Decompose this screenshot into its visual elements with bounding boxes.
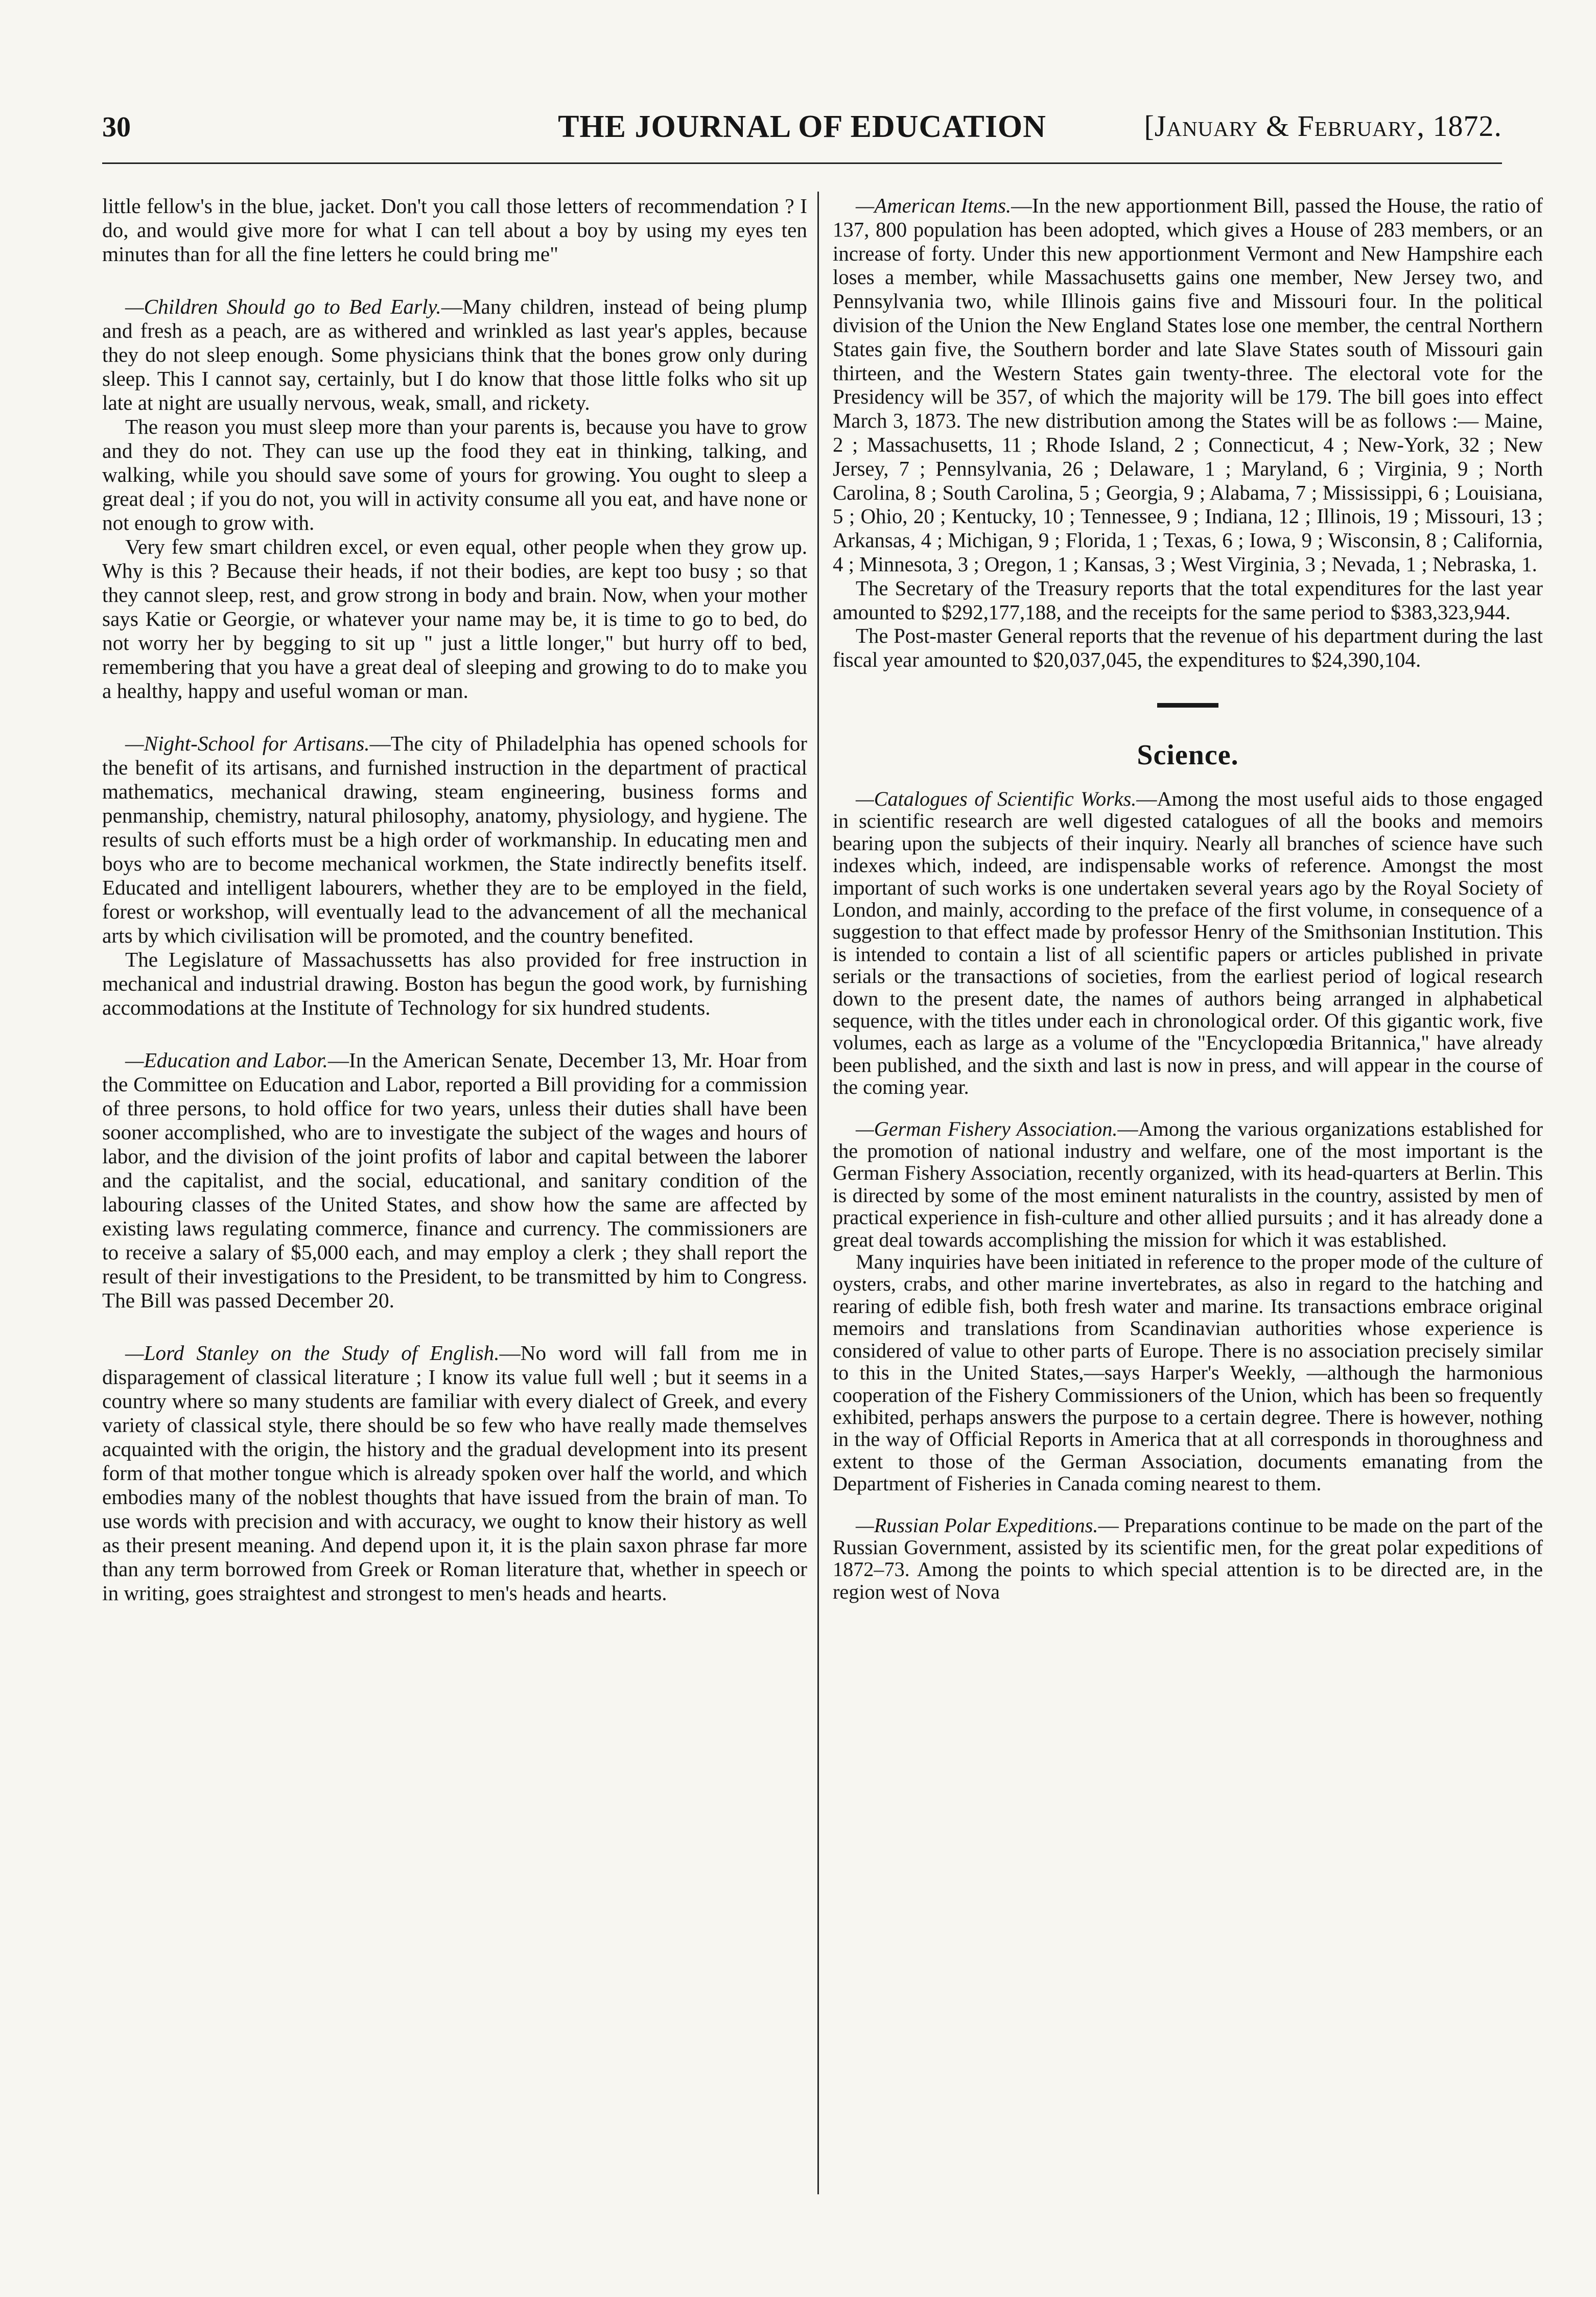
article-text: —The city of Philadelphia has opened schools for the benefit of its artisans, and furnished instruction in the department of practical mathematics, mechanical drawing, steam engineering, business forms and penmanship, chemistry, natural philosophy, anatomy, physiology, and hygiene. The results of such efforts must be a high order of workmanship. In educating men and boys who are to become mechanical workmen, the State indirectly benefits itself. Educated and intelligent labourers, whether they are to be employed in the field, forest or workshop, will eventually lead to the advancement of all the mechanical arts by which civilisation will be promoted, and the country benefited. bbox=[102, 732, 807, 947]
article-paragraph: The reason you must sleep more than your parents is, because you have to grow and they do not. They can use up the food they eat in thinking, talking, and walking, while you should save some of yours for growing. You ought to sleep a great deal ; if you do not, you will in activity consume all you eat, and have none or not enough to grow with. bbox=[102, 415, 807, 534]
article-heading: —Catalogues of Scientific Works. bbox=[856, 787, 1137, 810]
article-paragraph: The Legislature of Massachussetts has also provided for free instruction in mechanical and industrial drawing. Boston has begun the good work, by furnishing accommodations at the Institute of Technology for six hundred students. bbox=[102, 948, 807, 1019]
article-text: —Among the various organizations established for the promotion of national industry and welfare, one of the most important is the German Fishery Association, recently organized, with its head-quarters at Berlin. This is directed by some of the most eminent naturalists in the country, assisted by men of practical experience in fish-culture and other allied pursuits ; and it has already done a great deal towards accomplishing the mission for which it was established. bbox=[833, 1117, 1543, 1251]
column-divider bbox=[817, 192, 819, 2194]
article-paragraph: Very few smart children excel, or even equal, other people when they grow up. Why is this ? Because their heads, if not their bodies, are kept too busy ; so that they cannot sleep, rest, and grow strong in body and brain. Now, when your mother says Katie or Georgie, or whatever your name may be, it is time to go to bed, do not worry her by begging to sit up " just a little longer," but hurry off to bed, remembering that you have a great deal of sleeping and growing to do to make you a healthy, happy and useful woman or man. bbox=[102, 535, 807, 702]
article-paragraph: Many inquiries have been initiated in reference to the proper mode of the culture of oysters, crabs, and other marine invertebrates, as also in regard to the hatching and rearing of edible fish, both fresh water and marine. Its transactions embrace original memoirs and translations from Scandinavian authorities whose experience is considered of value to other parts of Europe. There is no association precisely similar to this in the United States,—says Harper's Weekly, —although the harmonious cooperation of the Fishery Commissioners of the Union, which has been so frequently exhibited, perhaps answers the purpose to a certain degree. There is however, nothing in the way of Official Reports in America that at all corresponds in thoroughness and extent to those of the German Association, documents emanating from the Department of Fisheries in Canada coming nearest to them. bbox=[833, 1250, 1543, 1495]
article-paragraph bbox=[833, 1118, 1543, 1251]
article-paragraph bbox=[833, 194, 1543, 577]
article-paragraph bbox=[102, 1048, 807, 1312]
issue-date: [January & February, 1872. bbox=[1144, 109, 1502, 143]
article-lord-stanley bbox=[102, 1341, 807, 1605]
article-paragraph bbox=[102, 1341, 807, 1605]
journal-title: THE JOURNAL OF EDUCATION bbox=[558, 109, 1046, 144]
article-night-school bbox=[102, 732, 807, 1020]
left-column bbox=[102, 194, 807, 2176]
header-rule bbox=[102, 162, 1502, 164]
article-paragraph bbox=[102, 732, 807, 948]
article-heading: —Education and Labor. bbox=[125, 1048, 328, 1072]
article-fishery bbox=[833, 1118, 1543, 1495]
article-text: —In the American Senate, December 13, Mr. Hoar from the Committee on Education and Labor, reported a Bill providing for a commission of three persons, to hold office for two years, unless their duties shall have been sooner accomplished, who are to investigate the subject of the wages and hours of labor, and the division of the joint profits of labor and capital between the laborer and the capitalist, and the social, educational, and sanitary condition of the labouring classes of the United States, and show how the same are affected by existing laws regulating commerce, finance and currency. The commissioners are to receive a salary of $5,000 each, and may employ a clerk ; they shall report the result of their investigations to the President, to be transmitted by him to Congress. The Bill was passed December 20. bbox=[102, 1048, 807, 1312]
section-heading-science: Science. bbox=[1137, 739, 1239, 771]
article-paragraph bbox=[833, 1514, 1543, 1603]
article-paragraph bbox=[833, 788, 1543, 1098]
science-section bbox=[833, 788, 1543, 1603]
article-paragraph bbox=[102, 295, 807, 415]
continued-paragraph: little fellow's in the blue, jacket. Don't you call those letters of recommendation ? I do, and would give more for what I can tell about a boy by using my eyes ten minutes than for all the fine letters he could bring me" bbox=[102, 194, 807, 266]
right-column bbox=[833, 194, 1543, 2176]
article-catalogues bbox=[833, 788, 1543, 1098]
article-paragraph: The Secretary of the Treasury reports that the total expenditures for the last year amounted to $292,177,188, and the receipts for the same period to $383,323,944. bbox=[833, 576, 1543, 624]
article-russian-polar bbox=[833, 1514, 1543, 1603]
article-text: —No word will fall from me in disparagement of classical literature ; I know its value full well ; but it seems in a country where so many students are familiar with every dialect of Greek, and every variety of classical style, there should be so few who have really made themselves acquainted with the origin, the history and the gradual development into its present form of that mother tongue which is already spoken over half the world, and which embodies many of the noblest thoughts that have issued from the brain of man. To use words with precision and with accuracy, we ought to know their history as well as their present meaning. And depend upon it, it is the plain saxon phrase far more than any term borrowed from Greek or Roman literature that, whether in speech or in writing, goes straightest and strongest to men's heads and hearts. bbox=[102, 1341, 807, 1605]
article-heading: —American Items. bbox=[856, 194, 1012, 217]
article-heading: —Night-School for Artisans. bbox=[125, 732, 370, 755]
section-rule bbox=[1157, 703, 1218, 708]
article-heading: —Russian Polar Expeditions. bbox=[856, 1513, 1098, 1537]
article-education-labor bbox=[102, 1048, 807, 1312]
page-header bbox=[102, 105, 1502, 151]
page-number: 30 bbox=[102, 111, 131, 143]
article-heading: —Children Should go to Bed Early. bbox=[125, 295, 441, 318]
article-heading: —Lord Stanley on the Study of English. bbox=[125, 1341, 500, 1365]
article-american-items bbox=[833, 194, 1543, 672]
article-paragraph: The Post-master General reports that the revenue of his department during the last fiscal year amounted to $20,037,045, the expenditures to $24,390,104. bbox=[833, 624, 1543, 672]
article-text: — Preparations continue to be made on the part of the Russian Government, assisted by its scientific men, for the great polar expeditions of 1872–73. Among the points to which special attention is to be directed are, in the region west of Nova bbox=[833, 1513, 1543, 1603]
article-text: —In the new apportionment Bill, passed the House, the ratio of 137, 800 population has been adopted, which gives a House of 283 members, or an increase of forty. Under this new apportionment Vermont and New Hampshire each loses a member, while Massachusetts gains one member, New Jersey two, and Pennsylvania two, while Illinois gains five and Missouri four. In the political division of the Union the New England States lose one member, the central Northern States gain five, the Southern border and late Slave States south of Missouri gain thirteen, and the Western States gain twenty-three. The electoral vote for the Presidency will be 357, of which the majority will be 179. The bill goes into effect March 3, 1873. The new distribution among the States will be as follows :— Maine, 2 ; Massachusetts, 11 ; Rhode Island, 2 ; Connecticut, 4 ; New-York, 32 ; New Jersey, 7 ; Pennsylvania, 26 ; Delaware, 1 ; Maryland, 6 ; Virginia, 9 ; North Carolina, 8 ; South Carolina, 5 ; Georgia, 9 ; Alabama, 7 ; Mississippi, 6 ; Louisiana, 5 ; Ohio, 20 ; Kentucky, 10 ; Tennessee, 9 ; Indiana, 12 ; Illinois, 19 ; Missouri, 13 ; Arkansas, 4 ; Michigan, 9 ; Florida, 1 ; Texas, 6 ; Iowa, 9 ; Wisconsin, 8 ; California, 4 ; Minnesota, 3 ; Oregon, 1 ; Kansas, 3 ; West Virginia, 3 ; Nevada, 1 ; Nebraska, 1. bbox=[833, 194, 1543, 576]
article-children-sleep bbox=[102, 295, 807, 703]
article-text: —Many children, instead of being plump and fresh as a peach, are as withered and wrinkled as last year's apples, because they do not sleep enough. Some physicians think that the bones grow only during sleep. This I cannot say, certainly, but I do know that those little folks who sit up late at night are usually nervous, weak, small, and rickety. bbox=[102, 295, 807, 414]
article-text: —Among the most useful aids to those engaged in scientific research are well digested catalogues of all the books and memoirs bearing upon the subjects of their inquiry. Nearly all branches of science have such indexes which, indeed, are indispensable works of reference. Amongst the most important of such works is one undertaken several years ago by the Royal Society of London, and mainly, according to the preface of the first volume, in consequence of a suggestion to that effect made by professor Henry of the Smithsonian Institution. This is intended to contain a list of all scientific papers or articles published in private serials or the transactions of societies, from the earliest period of logical research down to the present date, the names of authors being arranged in alphabetical sequence, with the titles under each in chronological order. Of this gigantic work, five volumes, each as large as a volume of the "Encyclopœdia Britannica," have already been published, and the sixth and last is now in press, and will appear in the course of the coming year. bbox=[833, 787, 1543, 1099]
article-heading: —German Fishery Association. bbox=[856, 1117, 1118, 1140]
